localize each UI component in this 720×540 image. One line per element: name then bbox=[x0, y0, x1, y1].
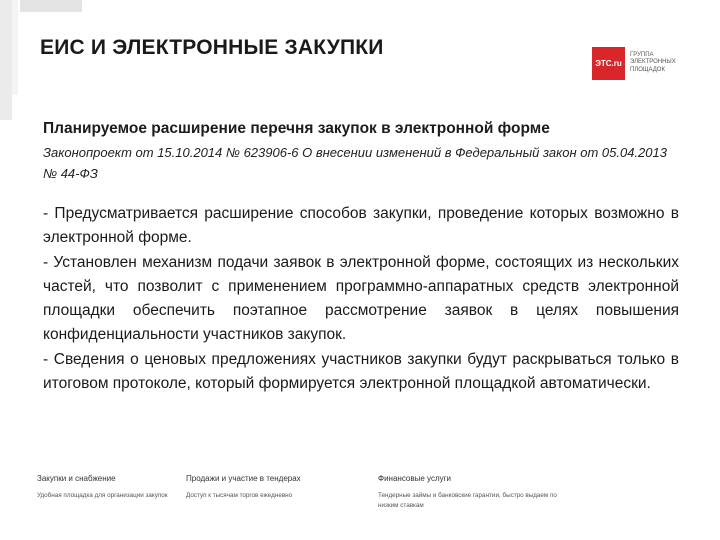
section-subtitle: Планируемое расширение перечня закупок в электронной форме bbox=[43, 120, 550, 137]
footer-heading: Продажи и участие в тендерах bbox=[186, 474, 301, 483]
footer-text: Удобная площадка для организации закупок bbox=[37, 492, 168, 499]
footer-text: Тендерные займы и банковские гарантии, быстро выдаем по низким ставкам bbox=[378, 492, 557, 509]
slide-title: ЕИС И ЭЛЕКТРОННЫЕ ЗАКУПКИ bbox=[40, 36, 384, 59]
body-text bbox=[43, 202, 679, 396]
paragraph-2: - Установлен механизм подачи заявок в электронной форме, состоящих из нескольких частей, что позволит с применением программно-аппаратных средств электронной площадки обеспечить поэтапное рассмотрение заявок в целях повышения конфиденциальности участников закупок. bbox=[43, 253, 679, 344]
footer-column-finance bbox=[378, 474, 558, 510]
top-tab-decoration bbox=[20, 0, 82, 12]
law-reference: Законопроект от 15.10.2014 № 623906-6 О внесении изменений в Федеральный закон от 05.04.2013 № 44-ФЗ bbox=[43, 145, 667, 181]
corner-decoration-inner bbox=[12, 0, 18, 95]
paragraph-3: - Сведения о ценовых предложениях участников закупки будут раскрываться только в итоговом протоколе, который формируется электронной площадкой автоматически. bbox=[43, 350, 679, 393]
paragraph-1: - Предусматривается расширение способов закупки, проведение которых возможно в электронной форме. bbox=[43, 205, 679, 247]
footer-text: Доступ к тысячам торгов ежедневно bbox=[186, 492, 293, 499]
footer-heading: Финансовые услуги bbox=[378, 474, 452, 483]
company-logo bbox=[592, 46, 680, 80]
logo-caption: ГРУППА ЭЛЕКТРОННЫХ ПЛОЩАДОК bbox=[630, 51, 676, 73]
footer-column-sales bbox=[186, 474, 366, 501]
footer-heading: Закупки и снабжение bbox=[37, 474, 116, 483]
corner-decoration bbox=[0, 0, 12, 120]
logo-mark: ЭТС.ru bbox=[592, 47, 625, 80]
